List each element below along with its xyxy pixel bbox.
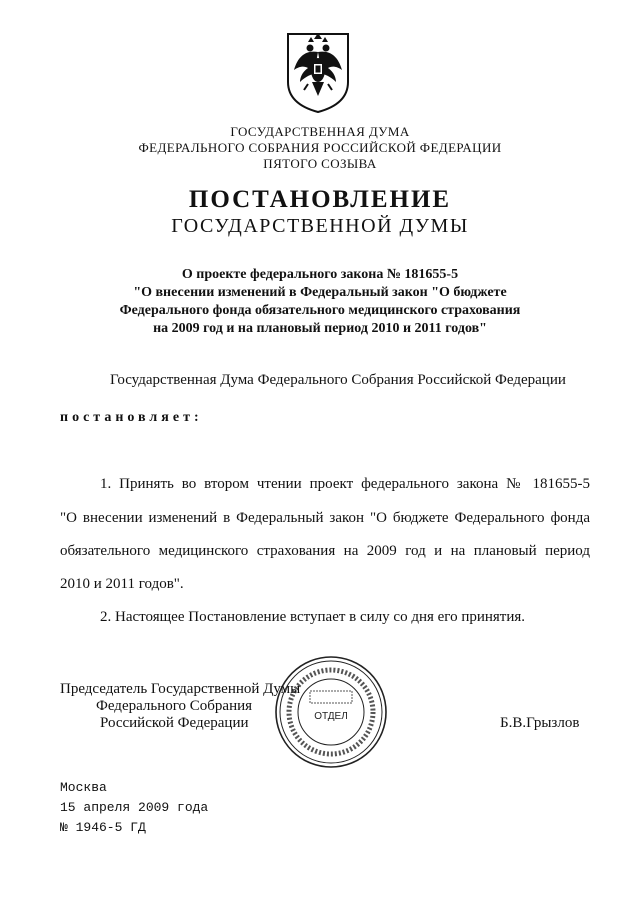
subject-line3: Федерального фонда обязательного медицинского страхования (119, 303, 521, 318)
document-title: ПОСТАНОВЛЕНИЕ (188, 186, 452, 213)
item1-line2: "О внесении изменений в Федеральный закон "О бюджете Федерального фонда (60, 510, 590, 526)
stamp-center-text: ОТДЕЛ (314, 711, 348, 722)
subject-line1: О проекте федерального закона № 181655-5 (181, 267, 459, 282)
subject-line2: "О внесении изменений в Федеральный закон "О бюджете (133, 285, 507, 300)
signer-title-line1: Председатель Государственной Думы (60, 681, 301, 697)
footer-document-number: № 1946-5 ГД (60, 820, 146, 835)
subject-line4: на 2009 год и на плановый период 2010 и 2011 годов" (153, 321, 487, 336)
item2-text: 2. Настоящее Постановление вступает в силу со дня его принятия. (100, 609, 526, 625)
item1-line4: 2010 и 2011 годов". (60, 576, 184, 592)
item1-line1: 1. Принять во втором чтении проект федерального закона № 181655-5 (100, 476, 590, 492)
duma-header-line2: ФЕДЕРАЛЬНОГО СОБРАНИЯ РОССИЙСКОЙ ФЕДЕРАЦИИ (138, 140, 502, 155)
footer-city: Москва (60, 780, 107, 795)
document-subtitle: ГОСУДАРСТВЕННОЙ ДУМЫ (171, 215, 469, 237)
signer-name: Б.В.Грызлов (500, 715, 580, 731)
footer-date: 15 апреля 2009 года (60, 800, 209, 815)
preamble-text: Государственная Дума Федерального Собрания Российской Федерации (110, 372, 566, 388)
coat-of-arms-emblem (284, 30, 352, 114)
signer-title-line3: Российской Федерации (100, 715, 249, 731)
duma-header-line3: ПЯТОГО СОЗЫВА (263, 156, 377, 171)
item1-line3: обязательного медицинского страхования на 2009 год и на плановый период (60, 543, 590, 559)
duma-header-line1: ГОСУДАРСТВЕННАЯ ДУМА (230, 124, 410, 139)
signer-title-line2: Федерального Собрания (96, 698, 253, 714)
resolves-text: постановляет: (60, 410, 203, 425)
official-stamp-seal (274, 655, 388, 769)
